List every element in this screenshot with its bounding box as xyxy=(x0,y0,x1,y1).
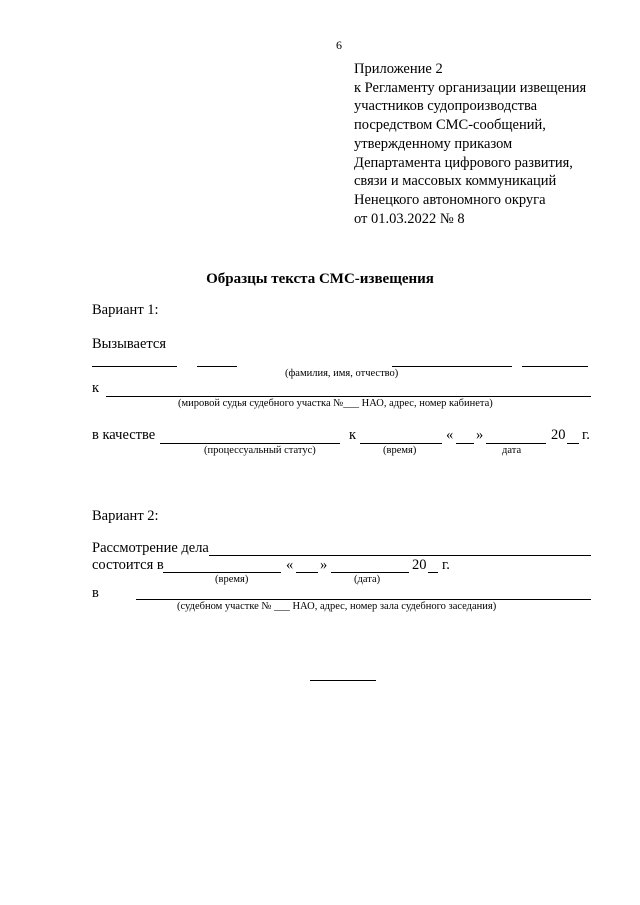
year-field-line xyxy=(428,572,438,573)
year-suffix: г. xyxy=(582,427,590,443)
variant2-heading: Вариант 2: xyxy=(92,508,159,524)
status-field-line xyxy=(160,443,340,444)
appendix-line: посредством СМС-сообщений, xyxy=(354,117,546,134)
judge-field-line xyxy=(106,396,591,397)
appendix-line: участников судопроизводства xyxy=(354,98,538,115)
time-field-line xyxy=(360,443,442,444)
month-field-line xyxy=(331,572,409,573)
summoned-label: Вызывается xyxy=(92,336,167,352)
appendix-line: связи и массовых коммуникаций xyxy=(354,173,557,190)
year-prefix: 20 xyxy=(412,557,427,573)
case-field-line xyxy=(209,555,591,556)
court-caption: (судебном участке № ___ НАО, адрес, номер зала судебного заседания) xyxy=(177,601,497,612)
name-field-line xyxy=(197,366,237,367)
appendix-line: к Регламенту организации извещения xyxy=(354,79,587,96)
name-field-line xyxy=(522,366,588,367)
as-label: в качестве xyxy=(92,427,156,443)
time-field-line xyxy=(163,572,281,573)
date-caption: дата xyxy=(502,445,522,456)
hearing-label: Рассмотрение дела xyxy=(92,540,209,556)
variant1-heading: Вариант 1: xyxy=(92,302,159,318)
appendix-block xyxy=(354,60,586,228)
end-divider xyxy=(310,680,376,681)
appendix-line: утвержденному приказом xyxy=(354,135,513,152)
to-label: к xyxy=(92,380,100,396)
k-label: к xyxy=(349,427,357,443)
will-take-place-label: состоится в xyxy=(92,557,164,573)
quote-open: « xyxy=(286,557,294,573)
judge-caption: (мировой судья судебного участка №___ НАО, адрес, номер кабинета) xyxy=(178,398,493,409)
date-caption: (дата) xyxy=(354,574,381,585)
year-prefix: 20 xyxy=(551,427,566,443)
in-label: в xyxy=(92,585,99,601)
appendix-line: Департамента цифрового развития, xyxy=(354,154,573,171)
day-field-line xyxy=(456,443,474,444)
document-title: Образцы текста СМС-извещения xyxy=(206,271,434,287)
time-caption: (время) xyxy=(215,574,249,585)
name-field-line xyxy=(392,366,512,367)
quote-open: « xyxy=(446,427,454,443)
appendix-line: Приложение 2 xyxy=(354,61,443,77)
month-field-line xyxy=(486,443,546,444)
day-field-line xyxy=(296,572,318,573)
status-caption: (процессуальный статус) xyxy=(204,445,316,456)
page-number: 6 xyxy=(336,38,342,52)
appendix-line: Ненецкого автономного округа xyxy=(354,191,546,208)
appendix-line: от 01.03.2022 № 8 xyxy=(354,210,465,227)
quote-close: » xyxy=(320,557,328,573)
year-suffix: г. xyxy=(442,557,450,573)
year-field-line xyxy=(567,443,579,444)
time-caption: (время) xyxy=(383,445,417,456)
court-field-line xyxy=(136,599,591,600)
quote-close: » xyxy=(476,427,484,443)
name-caption: (фамилия, имя, отчество) xyxy=(285,368,399,379)
name-field-line xyxy=(92,366,177,367)
